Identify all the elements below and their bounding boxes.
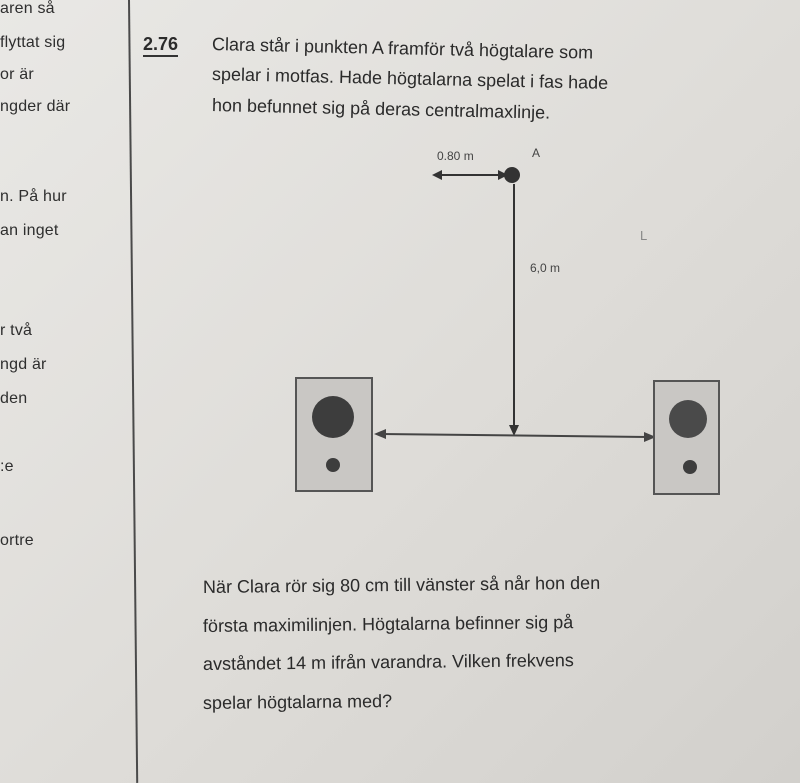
problem-number: 2.76 [143, 34, 178, 57]
left-speaker-tweeter [326, 458, 340, 472]
problem-intro-line: spelar i motfas. Hade högtalarna spelat i fas hade [211, 64, 609, 93]
point-a-dot [504, 167, 520, 183]
left-fragment: den [0, 390, 28, 407]
distance-label: 6,0 m [530, 261, 561, 275]
right-speaker-woofer [669, 400, 707, 438]
shift-label: 0.80 m [437, 149, 474, 163]
left-speaker [296, 378, 372, 491]
left-fragment: aren så [0, 0, 55, 17]
left-fragment: ngd är [0, 356, 47, 373]
speaker-baseline [380, 434, 650, 437]
left-fragment: flyttat sig [0, 34, 66, 51]
right-speaker [654, 381, 719, 494]
left-fragment: r två [0, 322, 33, 339]
left-fragment: or är [0, 66, 34, 83]
question-line: avståndet 14 m ifrån varandra. Vilken frekvens [202, 650, 574, 674]
point-a-label: A [532, 146, 541, 160]
left-fragment: ortre [0, 532, 34, 549]
right-speaker-tweeter [683, 460, 697, 474]
shift-arrow-head-left [432, 170, 442, 180]
left-fragment: n. På hur [0, 188, 67, 205]
distance-arrow-head [509, 425, 519, 436]
left-fragment: ngder där [0, 98, 71, 115]
left-fragment: an inget [0, 222, 59, 239]
problem-intro-line: hon befunnet sig på deras centralmaxlinje. [211, 95, 551, 123]
baseline-arrow-left [374, 429, 386, 439]
question-line: spelar högtalarna med? [202, 691, 393, 713]
pencil-mark: L [640, 228, 648, 243]
question-line: När Clara rör sig 80 cm till vänster så når hon den [202, 572, 601, 597]
left-fragment: :e [0, 458, 14, 475]
question-line: första maximilinjen. Högtalarna befinner sig på [202, 612, 574, 636]
problem-intro-line: Clara står i punkten A framför två högtalare som [211, 34, 594, 63]
left-speaker-woofer [312, 396, 354, 438]
